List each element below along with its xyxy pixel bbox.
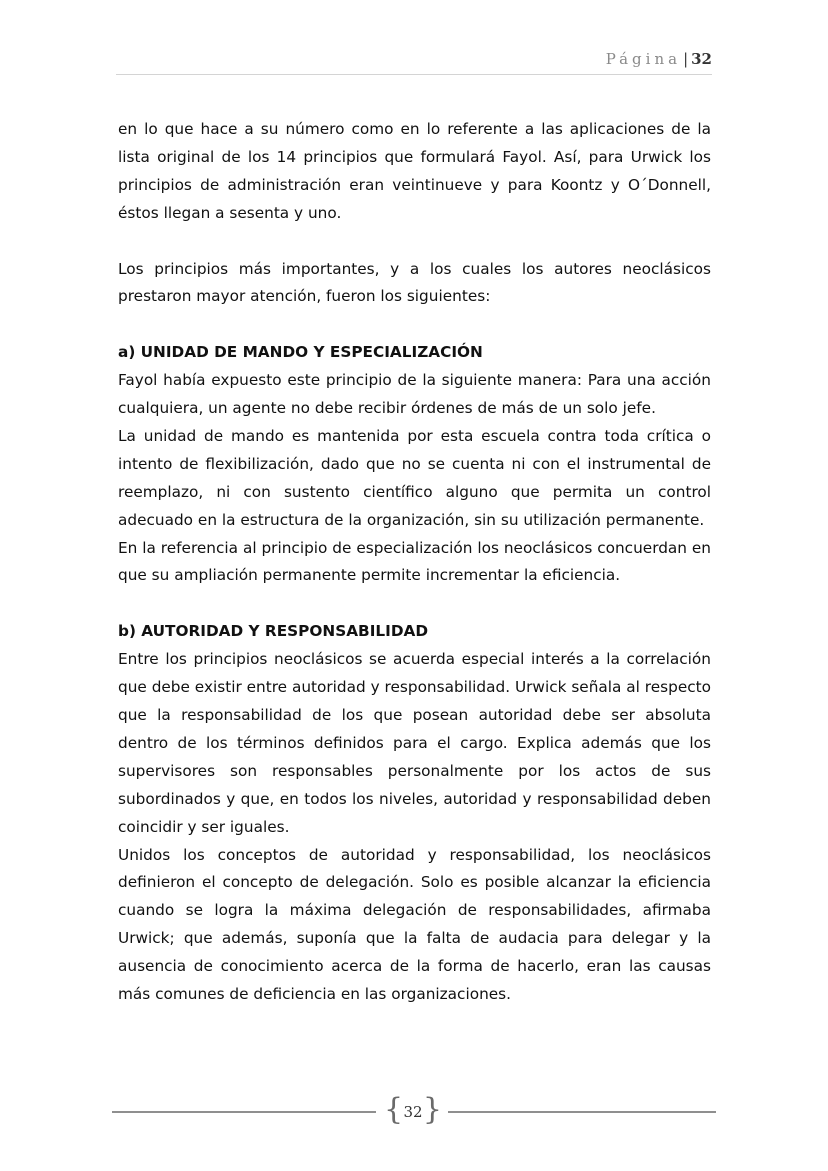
header-page-number: 32 <box>691 50 712 68</box>
section-a-heading: a) UNIDAD DE MANDO Y ESPECIALIZACIÓN <box>118 343 483 362</box>
footer-brace-left: { <box>384 1092 404 1127</box>
section-a-paragraph-3: En la referencia al principio de especialización los neoclásicos concuerdan en que su ampliación permanente permite incrementar la eficiencia. <box>118 538 711 585</box>
paragraph-gap <box>118 228 711 256</box>
footer-brace-right: } <box>422 1092 442 1127</box>
paragraph-gap <box>118 590 711 618</box>
footer-rule-right <box>448 1111 716 1113</box>
page-header <box>116 48 712 75</box>
header-page-label <box>606 50 712 68</box>
section-a-paragraph-2: La unidad de mando es mantenida por esta escuela contra toda crítica o intento de flexibilización, dado que no se cuenta ni con el instrumental de reemplazo, ni con sustento científico alguno que permita un control adecuado en la estructura de la organización, sin su utilización permanente. <box>118 426 711 529</box>
page-footer <box>112 1094 716 1130</box>
intro-paragraph: en lo que hace a su número como en lo referente a las aplicaciones de la lista original de los 14 principios que formulará Fayol. Así, para Urwick los principios de administración eran veintinueve y para Koontz y O´Donnell, éstos llegan a sesenta y uno. <box>118 120 711 222</box>
header-separator: | <box>683 50 689 68</box>
section-a-paragraph-1: Fayol había expuesto este principio de la siguiente manera: Para una acción cualquiera, un agente no debe recibir órdenes de más de un solo jefe. <box>118 371 711 418</box>
principles-intro-paragraph: Los principios más importantes, y a los cuales los autores neoclásicos prestaron mayor atención, fueron los siguientes: <box>118 259 711 306</box>
section-b-paragraph-2: Unidos los conceptos de autoridad y responsabilidad, los neoclásicos definieron el concepto de delegación. Solo es posible alcanzar la eficiencia cuando se logra la máxima delegación de responsabilidades, afirmaba Urwick; que además, suponía que la falta de audacia para delegar y la ausencia de conocimiento acerca de la forma de hacerlo, eran las causas más comunes de deficiencia en las organizaciones. <box>118 845 711 1004</box>
footer-rule-left <box>112 1111 376 1113</box>
header-label: Página <box>605 50 682 68</box>
document-body <box>118 116 711 1009</box>
section-b-paragraph-1: Entre los principios neoclásicos se acuerda especial interés a la correlación que debe existir entre autoridad y responsabilidad. Urwick señala al respecto que la responsabilidad de los que posean autoridad debe ser absoluta dentro de los términos definidos para el cargo. Explica además que los supervisores son responsables personalmente por los actos de sus subordinados y que, en todos los niveles, autoridad y responsabilidad deben coincidir y ser iguales. <box>118 650 711 836</box>
footer-page-number: 32 <box>403 1103 423 1121</box>
section-b-heading: b) AUTORIDAD Y RESPONSABILIDAD <box>118 622 429 641</box>
paragraph-gap <box>118 311 711 339</box>
footer-page-box <box>382 1094 444 1130</box>
